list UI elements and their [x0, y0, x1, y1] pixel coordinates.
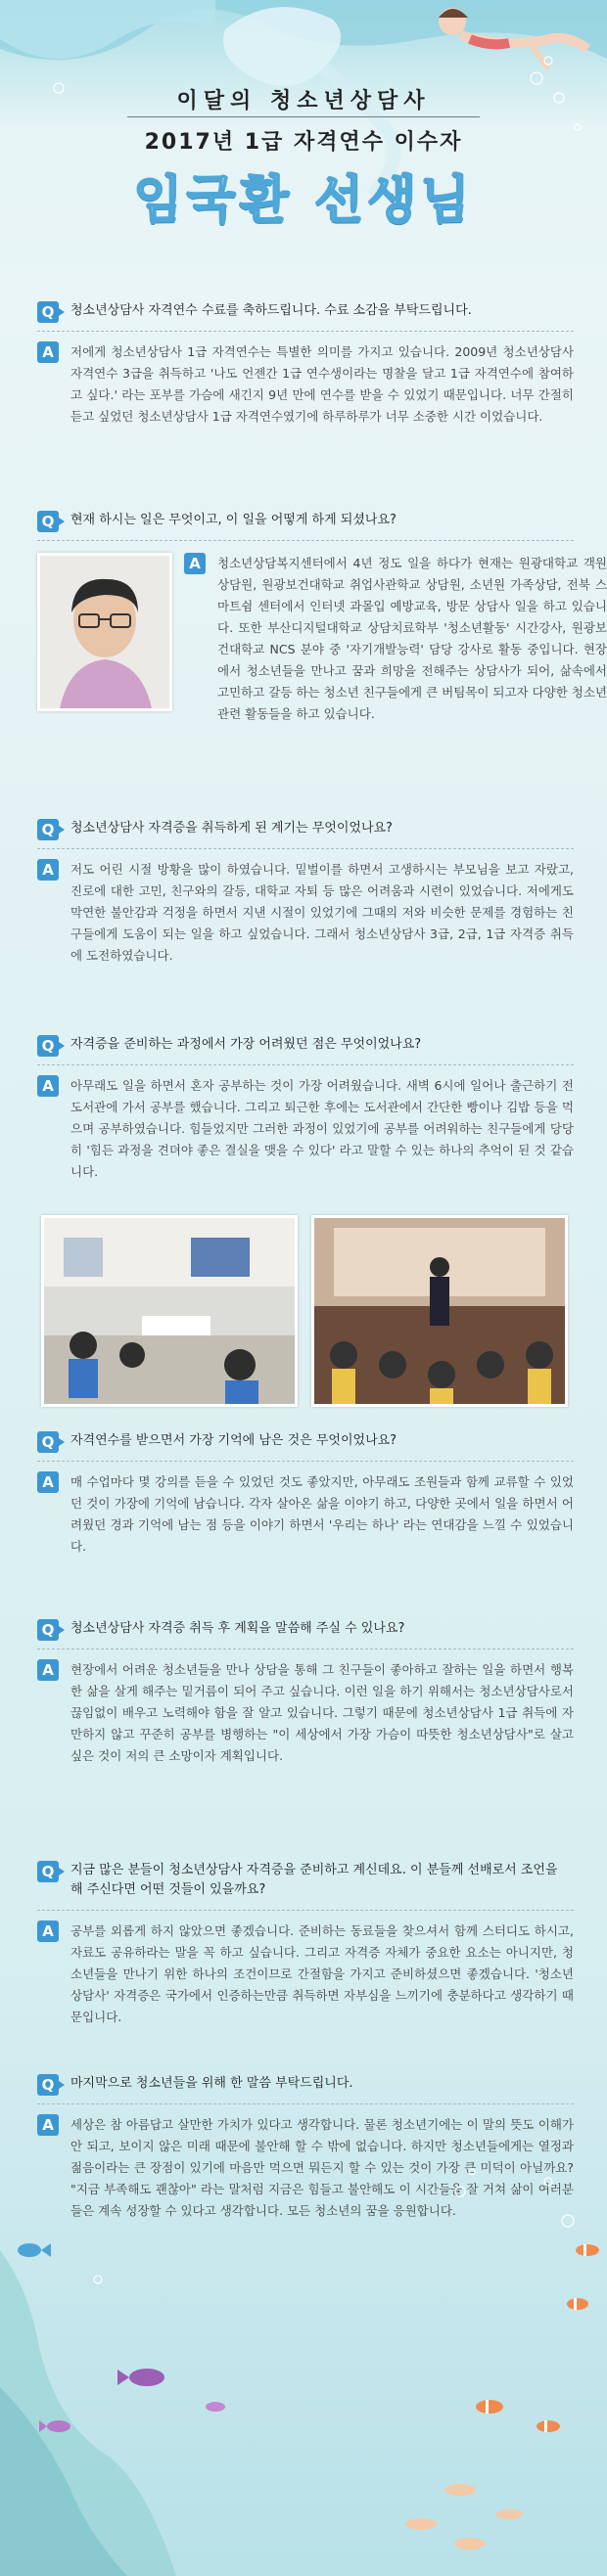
- q-icon: Q: [37, 1035, 59, 1057]
- dashed-divider: [37, 1064, 574, 1065]
- dashed-divider: [37, 848, 574, 849]
- question-text: 청소년상담사 자격증 취득 후 계획을 말씀해 주실 수 있나요?: [70, 1621, 405, 1636]
- clownfish-icon: [476, 2244, 599, 2432]
- question-text: 마지막으로 청소년들을 위해 한 말씀 부탁드립니다.: [70, 2076, 353, 2091]
- qa-item-3: [37, 819, 574, 967]
- qa-item-5: [37, 1431, 574, 1558]
- answer-text: 저도 어린 시절 방황을 많이 하였습니다. 밑벌이를 하면서 고생하시는 부모님을 보고 자랐고, 진로에 대한 고민, 친구와의 갈등, 대학교 자퇴 등 많은 어려움과 시련이 있었습니다. 저에게도 막연한 불안감과 걱정을 하면서 지낸 시절이 있었기에 그때의 저와 비슷한 문제를 경험하는 친구들에게 도움이 되는 일을 하고 싶었습니다. 그래서 청소년상담사 3급, 2급, 1급 자격증 취득에 도전하였습니다.: [70, 862, 574, 963]
- answer: [37, 1659, 574, 1767]
- a-icon: A: [37, 1921, 59, 1942]
- answer-text: 청소년상담복지센터에서 4년 정도 일을 하다가 현재는 원광대학교 객원 상담원, 원광보건대학교 취업사관학교 상담원, 소년원 가족상담, 전북 스마트쉼 센터에서 인터넷 과몰입 예방교육, 방문 상담사 일을 하고 있습니다. 또한 부산디지털대학교 상담치료학부 '청소년활동' 시간강사, 원광보건대학교 NCS 분야 중 '자기개발능력' 담당 강사로 활동 중입니다. 현장에서 청소년들을 만나고 꿈과 희망을 전해주는 상담사가 되어, 삶속에서 고민하고 갈등 하는 청소년 친구들에게 큰 버팀목이 되고자 다양한 청소년 관련 활동들을 하고 있습니다.: [217, 556, 607, 721]
- a-icon: A: [37, 1659, 59, 1681]
- q-icon: Q: [37, 2074, 59, 2096]
- page-title: 임국환 선생님: [133, 171, 474, 230]
- question: [37, 1035, 574, 1055]
- dashed-divider: [37, 1910, 574, 1911]
- question: [37, 1431, 574, 1451]
- answer: [37, 859, 574, 967]
- portrait-photo: [37, 553, 172, 711]
- question: [37, 1861, 574, 1900]
- answer-text: 세상은 참 아름답고 살만한 가치가 있다고 생각합니다. 물론 청소년기에는 이 말의 뜻도 이해가 안 되고, 보이지 않은 미래 때문에 불안해 할 수 밖에 없습니다. 하지만 청소년들에게는 열정과 젊음이라는 큰 장점이 있기에 마음만 먹으면 뭐든지 할 수 있는 것이 가장 큰 미덕이 아닐까요? "지금 부족해도 괜찮아" 라는 말처럼 지금은 힘들고 불안해도 이 시간들을 잘 거쳐 삶이 여러분들은 계속 성장할 수 있다고 생각합니다. 모든 청소년의 꿈을 응원합니다.: [70, 2117, 574, 2218]
- answer-text: 현장에서 어려운 청소년들을 만나 상담을 통해 그 친구들이 좋아하고 잘하는 일을 하면서 행복한 삶을 살게 해주는 밑거름이 되어 주고 싶습니다. 이런 일을 하기 위해서는 청소년상담사로서 끊임없이 배우고 노력해야 함을 잘 알고 있습니다. 그렇기 때문에 청소년상담사 1급 취득에 자만하지 않고 꾸준히 공부를 병행하는 "이 세상에서 가장 가슴이 따뜻한 청소년상담사"로 살고 싶은 것이 저의 큰 소망이자 계획입니다.: [70, 1662, 574, 1763]
- answer-text: 공부를 외롭게 하지 않았으면 좋겠습니다. 준비하는 동료들을 찾으셔서 함께 스터디도 하시고, 자료도 공유하라는 말을 꼭 하고 싶습니다. 그리고 자격증 자체가 중요한 요소는 아니지만, 청소년들을 만나기 위한 하나의 조건이므로 간절함을 가지고 준비하셨으면 좋겠습니다. '청소년상담사' 자격증은 국가에서 인증하는만큼 취득하면 자부심을 느끼기에 충분하다고 생각하기 때문입니다.: [70, 1923, 574, 2024]
- classroom-photo: [41, 1215, 298, 1407]
- header-subtitle-2: 2017년 1급 자격연수 이수자: [144, 130, 463, 155]
- q-icon: Q: [37, 1619, 59, 1641]
- a-icon: A: [184, 553, 206, 574]
- q-icon: Q: [37, 1861, 59, 1882]
- qa-item-6: [37, 1619, 574, 1767]
- answer: [184, 553, 607, 725]
- dashed-divider: [37, 2103, 574, 2104]
- answer-text: 매 수업마다 몇 강의를 듣을 수 있었던 것도 좋았지만, 아무래도 조원들과 함께 교류할 수 있었던 것이 가장에 기억에 남습니다. 각자 살아온 삶을 이야기 하고, 다양한 곳에서 일을 하면서 어려웠던 경과 기억에 남는 점 등을 이야기 하면서 '우리는 하나' 라는 연대감을 느낄 수 있었습니다.: [70, 1474, 574, 1554]
- answer: [37, 1075, 574, 1183]
- header-divider: [127, 116, 480, 117]
- dashed-divider: [37, 1461, 574, 1462]
- dashed-divider: [37, 540, 574, 541]
- question: [37, 301, 574, 321]
- dashed-divider: [37, 1649, 574, 1650]
- bubbles: [94, 2169, 574, 2283]
- question: [37, 1619, 574, 1639]
- qa-item-2: [37, 511, 607, 729]
- q-icon: Q: [37, 301, 59, 323]
- a-icon: A: [37, 1075, 59, 1097]
- answer: [37, 1921, 574, 2028]
- dashed-divider: [37, 331, 574, 332]
- qa-item-7: [37, 1861, 574, 2028]
- answer: [37, 341, 574, 428]
- answer: [37, 1471, 574, 1558]
- question: [37, 2074, 574, 2094]
- question-text: 청소년상담사 자격증을 취득하게 된 계기는 무엇이었나요?: [70, 821, 393, 836]
- header-subtitle: 이달의 청소년상담사: [176, 89, 431, 113]
- answer-text: 저에게 청소년상담사 1급 자격연수는 특별한 의미를 가지고 있습니다. 2009년 청소년상담사 자격연수 3급을 취득하고 '나도 언젠간 1급 연수생이라는 명찰을 달고 1급 자격연수에 참여하고 싶다.' 라는 포부를 가슴에 새긴지 9년 만에 연수를 받을 수 있었기 때문입니다. 너무 간절히 듣고 싶었던 청소년상담사 1급 자격연수였기에 하루하루가 너무 소중한 시간 이었습니다.: [70, 344, 574, 424]
- question-text: 청소년상담사 자격연수 수료를 축하드립니다. 수료 소감을 부탁드립니다.: [70, 303, 472, 318]
- shrimp-icon: [405, 2484, 523, 2550]
- a-icon: A: [37, 341, 59, 363]
- q-icon: Q: [37, 819, 59, 840]
- lecture-photo: [311, 1215, 568, 1407]
- a-icon: A: [37, 2114, 59, 2136]
- a-icon: A: [37, 1471, 59, 1493]
- question: [37, 819, 574, 838]
- question-text: 현재 하시는 일은 무엇이고, 이 일을 어떻게 하게 되셨나요?: [70, 513, 397, 527]
- q-icon: Q: [37, 1431, 59, 1453]
- question-text: 지금 많은 분들이 청소년상담사 자격증을 준비하고 계신데요. 이 분들께 선배로서 조언을 해 주신다면 어떤 것들이 있을까요?: [70, 1863, 558, 1897]
- q-icon: Q: [37, 511, 59, 532]
- question-text: 자격연수를 받으면서 가장 기억에 남은 것은 무엇이었나요?: [70, 1433, 397, 1448]
- question: [37, 511, 574, 530]
- a-icon: A: [37, 859, 59, 881]
- question-text: 자격증을 준비하는 과정에서 가장 어려웠던 점은 무엇이었나요?: [70, 1037, 422, 1052]
- answer-text: 아무래도 일을 하면서 혼자 공부하는 것이 가장 어려웠습니다. 새벽 6시에 일어나 출근하기 전 도서관에 가서 공부를 했습니다. 그리고 퇴근한 후에는 도서관에서 간단한 빵이나 김밥 등을 먹으며 공부하였습니다. 힘들었지만 그러한 과정이 있었기에 공부를 어려워하는 친구들에게 당당히 '힘든 과정을 견뎌야 좋은 결실을 맺을 수 있다' 라고 말할 수 있는 하나의 추억이 된 것 같습니다.: [70, 1078, 574, 1179]
- underwater-decoration: [0, 2133, 607, 2576]
- qa-item-4: [37, 1035, 574, 1183]
- qa-item-1: [37, 301, 574, 428]
